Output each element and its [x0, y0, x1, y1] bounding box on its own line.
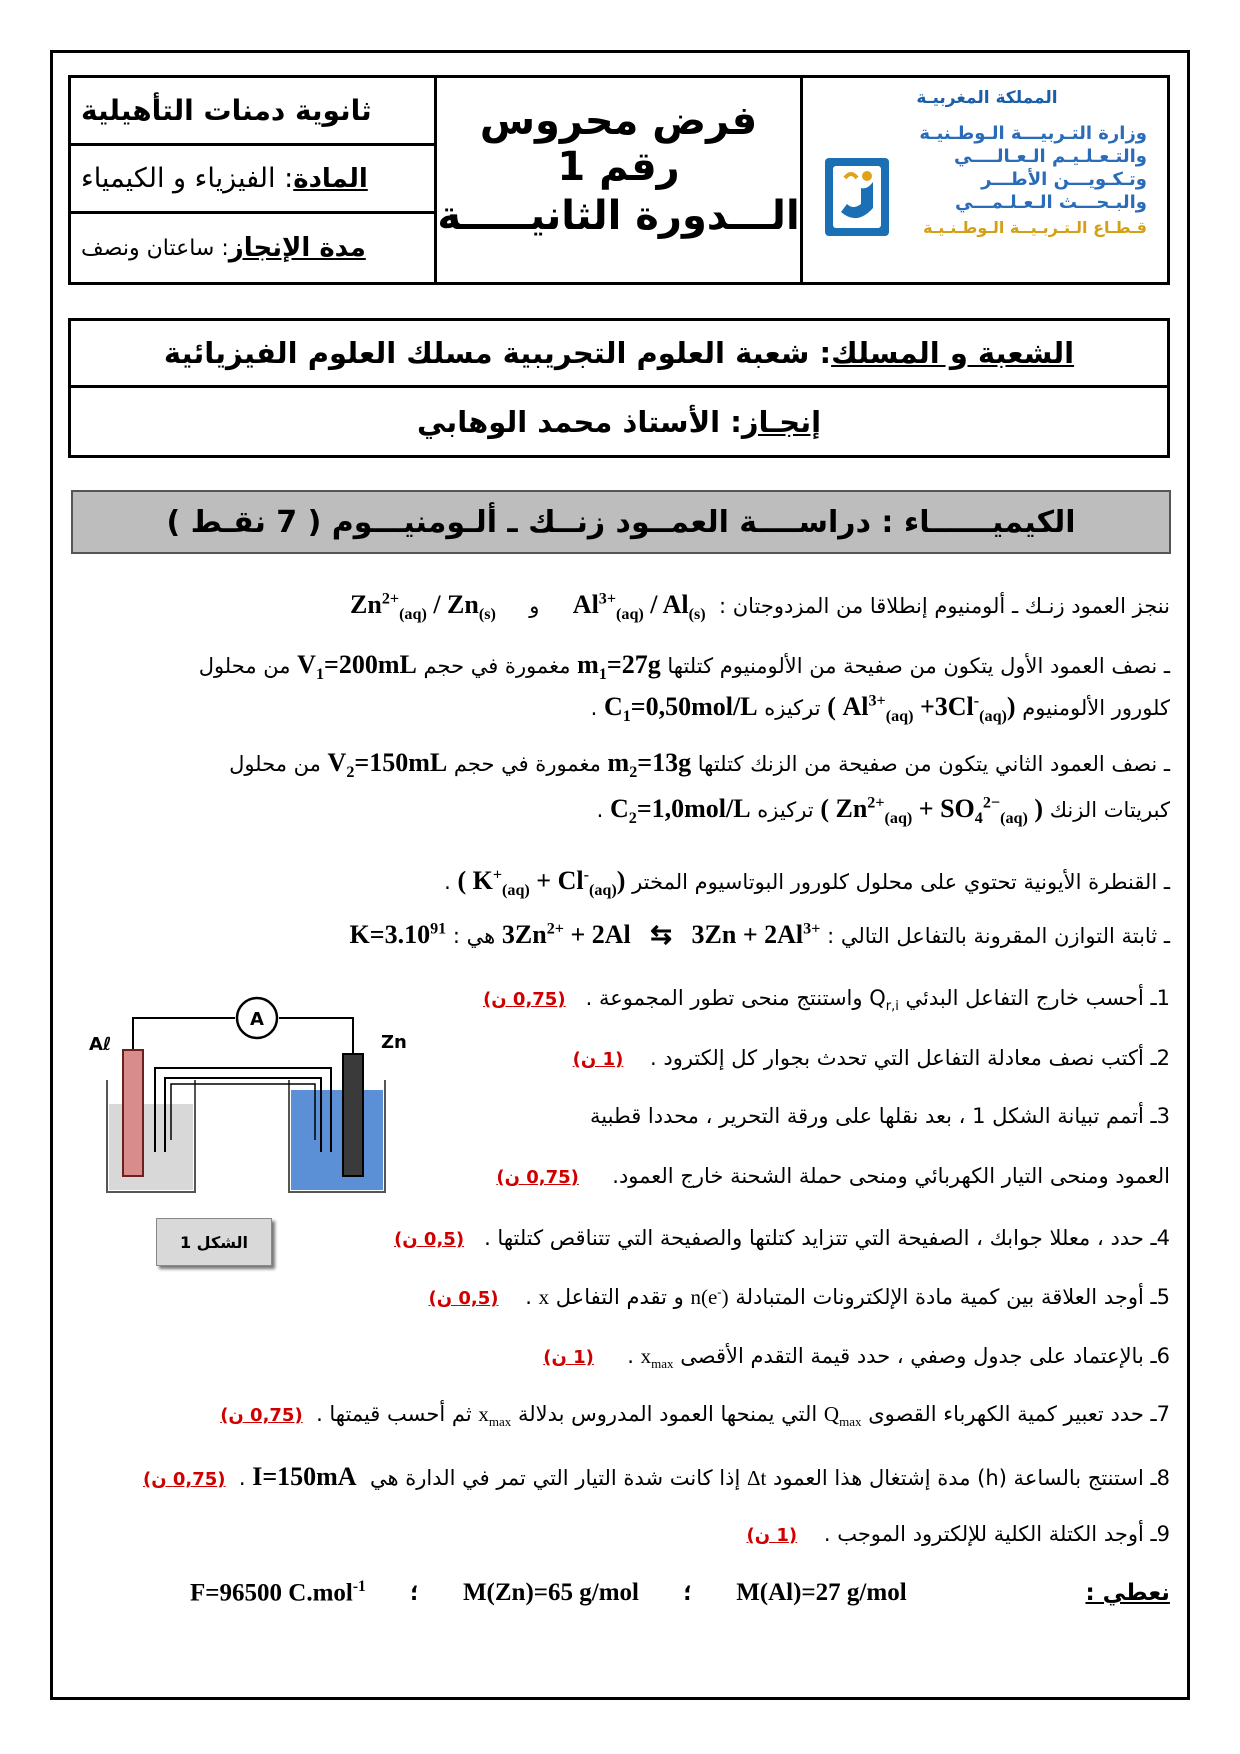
question-3-cont: العمود ومنحى التيار الكهربائي ومنحى حملة الشحنة خارج العمود. (0,75 ن) [496, 1164, 1170, 1188]
al-label: Aℓ [89, 1034, 112, 1055]
question-7: 7ـ حدد تعبير كمية الكهرباء القصوى $Q_{max}$ التي يمنحها العمود المدروس بدلالة $x_{max}$ ثم أحسب قيمتها . (0,75 ن) [220, 1402, 1170, 1430]
question-4: 4ـ حدد ، معللا جوابك ، الصفيحة التي تتزايد كتلتها والصفيحة التي تتناقص كتلتها . (0,5 ن) [394, 1226, 1170, 1250]
points-q5: (0,5 ن) [428, 1288, 499, 1309]
ministry-line-2: والتـعـلـيـم الـعـالــــي [953, 146, 1147, 167]
subject-value: : الفيزياء و الكيمياء [81, 163, 294, 194]
faraday-constant: F=96500 C.mol$^{-1}$ [190, 1578, 366, 1607]
intro-line-1: ننجز العمود زنـك ـ ألومنيوم إنطلاقا من المزدوجتان : $Al^{3+}_{(aq)} / Al_{(s)}$ و $Zn^{2+}_{(aq)} / Zn_{(s)}$ [350, 590, 1170, 624]
exam-header [68, 75, 1170, 285]
intro-line-3: كلورور الألومنيوم ($Al^{3+}_{(aq)} +3Cl^-_{(aq)}$ ) تركيزه $C_1=0,50mol/L$ . [590, 692, 1170, 726]
school-name-row [71, 78, 434, 146]
school-name: ثانوية دمنات التأهيلية [81, 94, 372, 127]
ministry-logo-block [803, 78, 1167, 282]
question-8: 8ـ استنتج بالساعة (h) مدة إشتغال هذا العمود Δt إذا كانت شدة التيار التي تمر في الدارة هي I=150mA . (0,75 ن) [142, 1462, 1170, 1491]
subject-row [71, 146, 434, 214]
ministry-line-4: والبـحـــث الـعـلـمـــي [955, 192, 1147, 213]
author-value: : الأستاذ محمد الوهابي [416, 404, 742, 439]
molar-mass-zn: M(Zn)=65 g/mol [462, 1578, 639, 1606]
question-5: 5ـ أوجد العلاقة بين كمية مادة الإلكترونات المتبادلة n(e-) و تقدم التفاعل x . (0,5 ن) [428, 1284, 1170, 1309]
points-q4: (0,5 ن) [394, 1229, 465, 1250]
track-author-box [68, 318, 1170, 458]
points-q1: (0,75 ن) [483, 989, 566, 1010]
points-q8: (0,75 ن) [142, 1469, 226, 1490]
author-row [71, 388, 1167, 455]
al-solution [109, 1104, 193, 1190]
track-value: : شعبة العلوم التجريبية مسلك العلوم الفيزيائية [163, 336, 832, 370]
ministry-logo-icon [823, 148, 891, 238]
question-2: 2ـ أكتب نصف معادلة التفاعل التي تحدث بجوار كل إلكترود . (1 ن) [572, 1046, 1170, 1070]
couple-al: $Al^{3+}_{(aq)} / Al_{(s)}$ [572, 590, 706, 624]
duration-label: مدة الإنجاز [228, 233, 366, 263]
points-q6: (1 ن) [543, 1347, 594, 1368]
question-6: 6ـ بالإعتماد على جدول وصفي ، حدد قيمة التقدم الأقصى $x_{max}$ . (1 ن) [543, 1344, 1170, 1372]
couple-zn: $Zn^{2+}_{(aq)} / Zn_{(s)}$ [350, 590, 496, 624]
school-info [71, 78, 437, 282]
al-electrode [123, 1050, 143, 1176]
zn-solution [291, 1090, 383, 1190]
section-title: الكيميــــــاء : دراســــة العمــود زنــك ـ ألـومنيـــوم ( 7 نقـط ) [71, 490, 1171, 554]
kingdom-name: المملكة المغربيـة [916, 88, 1058, 108]
ammeter-label: A [250, 1009, 264, 1030]
track-row [71, 321, 1167, 388]
intro-line-7: ـ ثابتة التوازن المقرونة بالتفاعل التالي : $3Zn^{2+} + 2Al$ ⇆ $3Zn + 2Al^{3+}$ هي : $K=3.10^{91}$ [349, 920, 1170, 949]
intro-line-5: كبريتات الزنك ( $Zn^{2+}_{(aq)} + SO_4^{2-}_{(aq)}$ ) تركيزه $C_2=1,0mol/L$ . [596, 794, 1170, 828]
points-q7: (0,75 ن) [220, 1405, 303, 1426]
duration-row [71, 214, 434, 282]
cell-diagram [85, 980, 430, 1220]
question-9: 9ـ أوجد الكتلة الكلية للإلكترود الموجب . (1 ن) [746, 1522, 1170, 1546]
exam-title-block [437, 78, 803, 282]
question-1: 1ـ أحسب خارج التفاعل البدئي $Q_{r,i}$ واستنتج منحى تطور المجموعة . (0,75 ن) [483, 986, 1170, 1015]
exam-session: الـــدورة الثانيـــــة [437, 193, 800, 239]
sector-name: قـطـاع الـتـربـيــة الـوطـنـيـة [923, 218, 1147, 237]
duration-value: : ساعتان ونصف [81, 235, 229, 261]
ministry-line-1: وزارة التـربيـــة الـوطـنيـة [919, 123, 1147, 144]
given-label: نعطي : [1085, 1579, 1170, 1606]
points-q3: (0,75 ن) [496, 1167, 579, 1188]
exam-title: فرض محروس رقم 1 [479, 98, 758, 190]
given-constants: F=96500 C.mol$^{-1}$ ؛ M(Zn)=65 g/mol ؛ M(Al)=27 g/mol نعطي : [190, 1578, 1170, 1607]
wire-right [279, 1018, 353, 1054]
intro-line-4: ـ نصف العمود الثاني يتكون من صفيحة من الزنك كتلتها $m_2=13g$ مغمورة في حجم $V_2=150mL$ من محلول [229, 748, 1170, 782]
points-q2: (1 ن) [572, 1049, 624, 1070]
intro-line-6: ـ القنطرة الأيونية تحتوي على محلول كلورور البوتاسيوم المختر ($K^+_{(aq)} + Cl^-_{(aq)}$ ) . [444, 866, 1170, 900]
wire-left [133, 1018, 235, 1050]
track-label: الشعبة و المسلك [831, 336, 1075, 370]
zn-label: Zn [381, 1032, 407, 1053]
figure-caption: الشكل 1 [156, 1218, 272, 1266]
ministry-text [887, 88, 1147, 237]
zn-electrode [343, 1054, 363, 1176]
ministry-line-3: وتـكـويـــن الأطـــر [981, 169, 1147, 190]
molar-mass-al: M(Al)=27 g/mol [736, 1578, 907, 1606]
points-q9: (1 ن) [746, 1525, 798, 1546]
intro-line-2: ـ نصف العمود الأول يتكون من صفيحة من الألومنيوم كتلتها $m_1=27g$ مغمورة في حجم $V_1=200mL$ من محلول [198, 650, 1170, 684]
author-label: إنجـاز [741, 404, 822, 439]
subject-label: المادة [293, 163, 368, 194]
question-3: 3ـ أتمم تبيانة الشكل 1 ، بعد نقلها على ورقة التحرير ، محددا قطبية [590, 1104, 1170, 1128]
